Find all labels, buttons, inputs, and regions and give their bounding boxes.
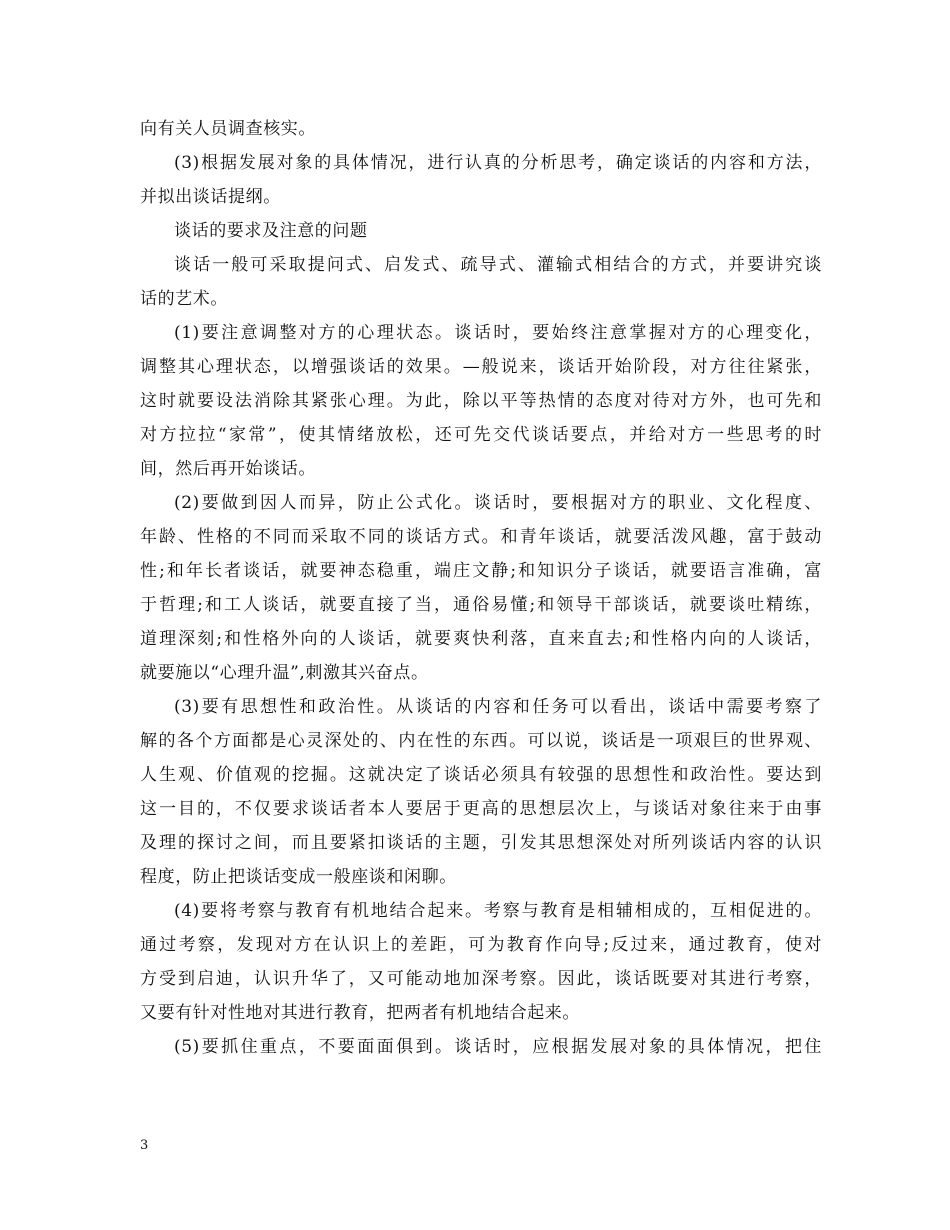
text-line: (2)要做到因人而异，防止公式化。谈话时，要根据对方的职业、文化程度、 (174, 493, 822, 513)
text-line: 年龄、性格的不同而采取不同的谈话方式。和青年谈话，就要活泼风趣，富于鼓动 (140, 527, 822, 547)
text-line: 道理深刻;和性格外向的人谈话，就要爽快利落，直来直去;和性格内向的人谈话， (140, 629, 822, 649)
text-line: 及理的探讨之间，而且要紧扣谈话的主题，引发其思想深处对所列谈话内容的认识 (140, 833, 822, 853)
text-line: 又要有针对性地对其进行教育，把两者有机地结合起来。 (140, 1003, 580, 1023)
text-line: 这一目的，不仅要求谈话者本人要居于更高的思想层次上，与谈话对象往来于由事 (140, 799, 822, 819)
text-line: 并拟出谈话提纲。 (140, 187, 281, 207)
text-line: 向有关人员调查核实。 (140, 119, 316, 139)
text-line: 谈话一般可采取提问式、启发式、疏导式、灌输式相结合的方式，并要讲究谈 (174, 255, 822, 275)
text-line: (3)要有思想性和政治性。从谈话的内容和任务可以看出，谈话中需要考察了 (174, 697, 822, 717)
text-line: 性;和年长者谈话，就要神态稳重，端庄文静;和知识分子谈话，就要语言准确，富 (140, 561, 822, 581)
text-line: (4)要将考察与教育有机地结合起来。考察与教育是相辅相成的，互相促进的。 (174, 901, 822, 921)
text-line: 谈话的要求及注意的问题 (174, 221, 368, 241)
page-number: 3 (140, 1138, 149, 1153)
text-line: 就要施以“心理升温”,刺激其兴奋点。 (140, 663, 429, 683)
text-line: 人生观、价值观的挖掘。这就决定了谈话必须具有较强的思想性和政治性。要达到 (140, 765, 822, 785)
text-line: 通过考察，发现对方在认识上的差距，可为教育作向导;反过来，通过教育，使对 (140, 935, 822, 955)
text-line: (1)要注意调整对方的心理状态。谈话时，要始终注意掌握对方的心理变化， (174, 323, 822, 343)
text-line: 程度，防止把谈话变成一般座谈和闲聊。 (140, 867, 457, 887)
text-line: (5)要抓住重点，不要面面俱到。谈话时，应根据发展对象的具体情况，把住 (174, 1037, 822, 1057)
text-line: 话的艺术。 (140, 289, 228, 309)
text-line: 对方拉拉“家常”，使其情绪放松，还可先交代谈话要点，并给对方一些思考的时 (140, 425, 822, 445)
text-line: 方受到启迪，认识升华了，又可能动地加深考察。因此，谈话既要对其进行考察， (140, 969, 822, 989)
text-line: 这时就要设法消除其紧张心理。为此，除以平等热情的态度对待对方外，也可先和 (140, 391, 822, 411)
text-line: 调整其心理状态，以增强谈话的效果。—般说来，谈话开始阶段，对方往往紧张， (140, 357, 822, 377)
text-line: 解的各个方面都是心灵深处的、内在性的东西。可以说，谈话是一项艰巨的世界观、 (140, 731, 822, 751)
text-line: (3)根据发展对象的具体情况，进行认真的分析思考，确定谈话的内容和方法， (174, 153, 822, 173)
text-line: 于哲理;和工人谈话，就要直接了当，通俗易懂;和领导干部谈话，就要谈吐精练， (140, 595, 822, 615)
document-body (140, 112, 822, 1064)
text-line: 间，然后再开始谈话。 (140, 459, 316, 479)
